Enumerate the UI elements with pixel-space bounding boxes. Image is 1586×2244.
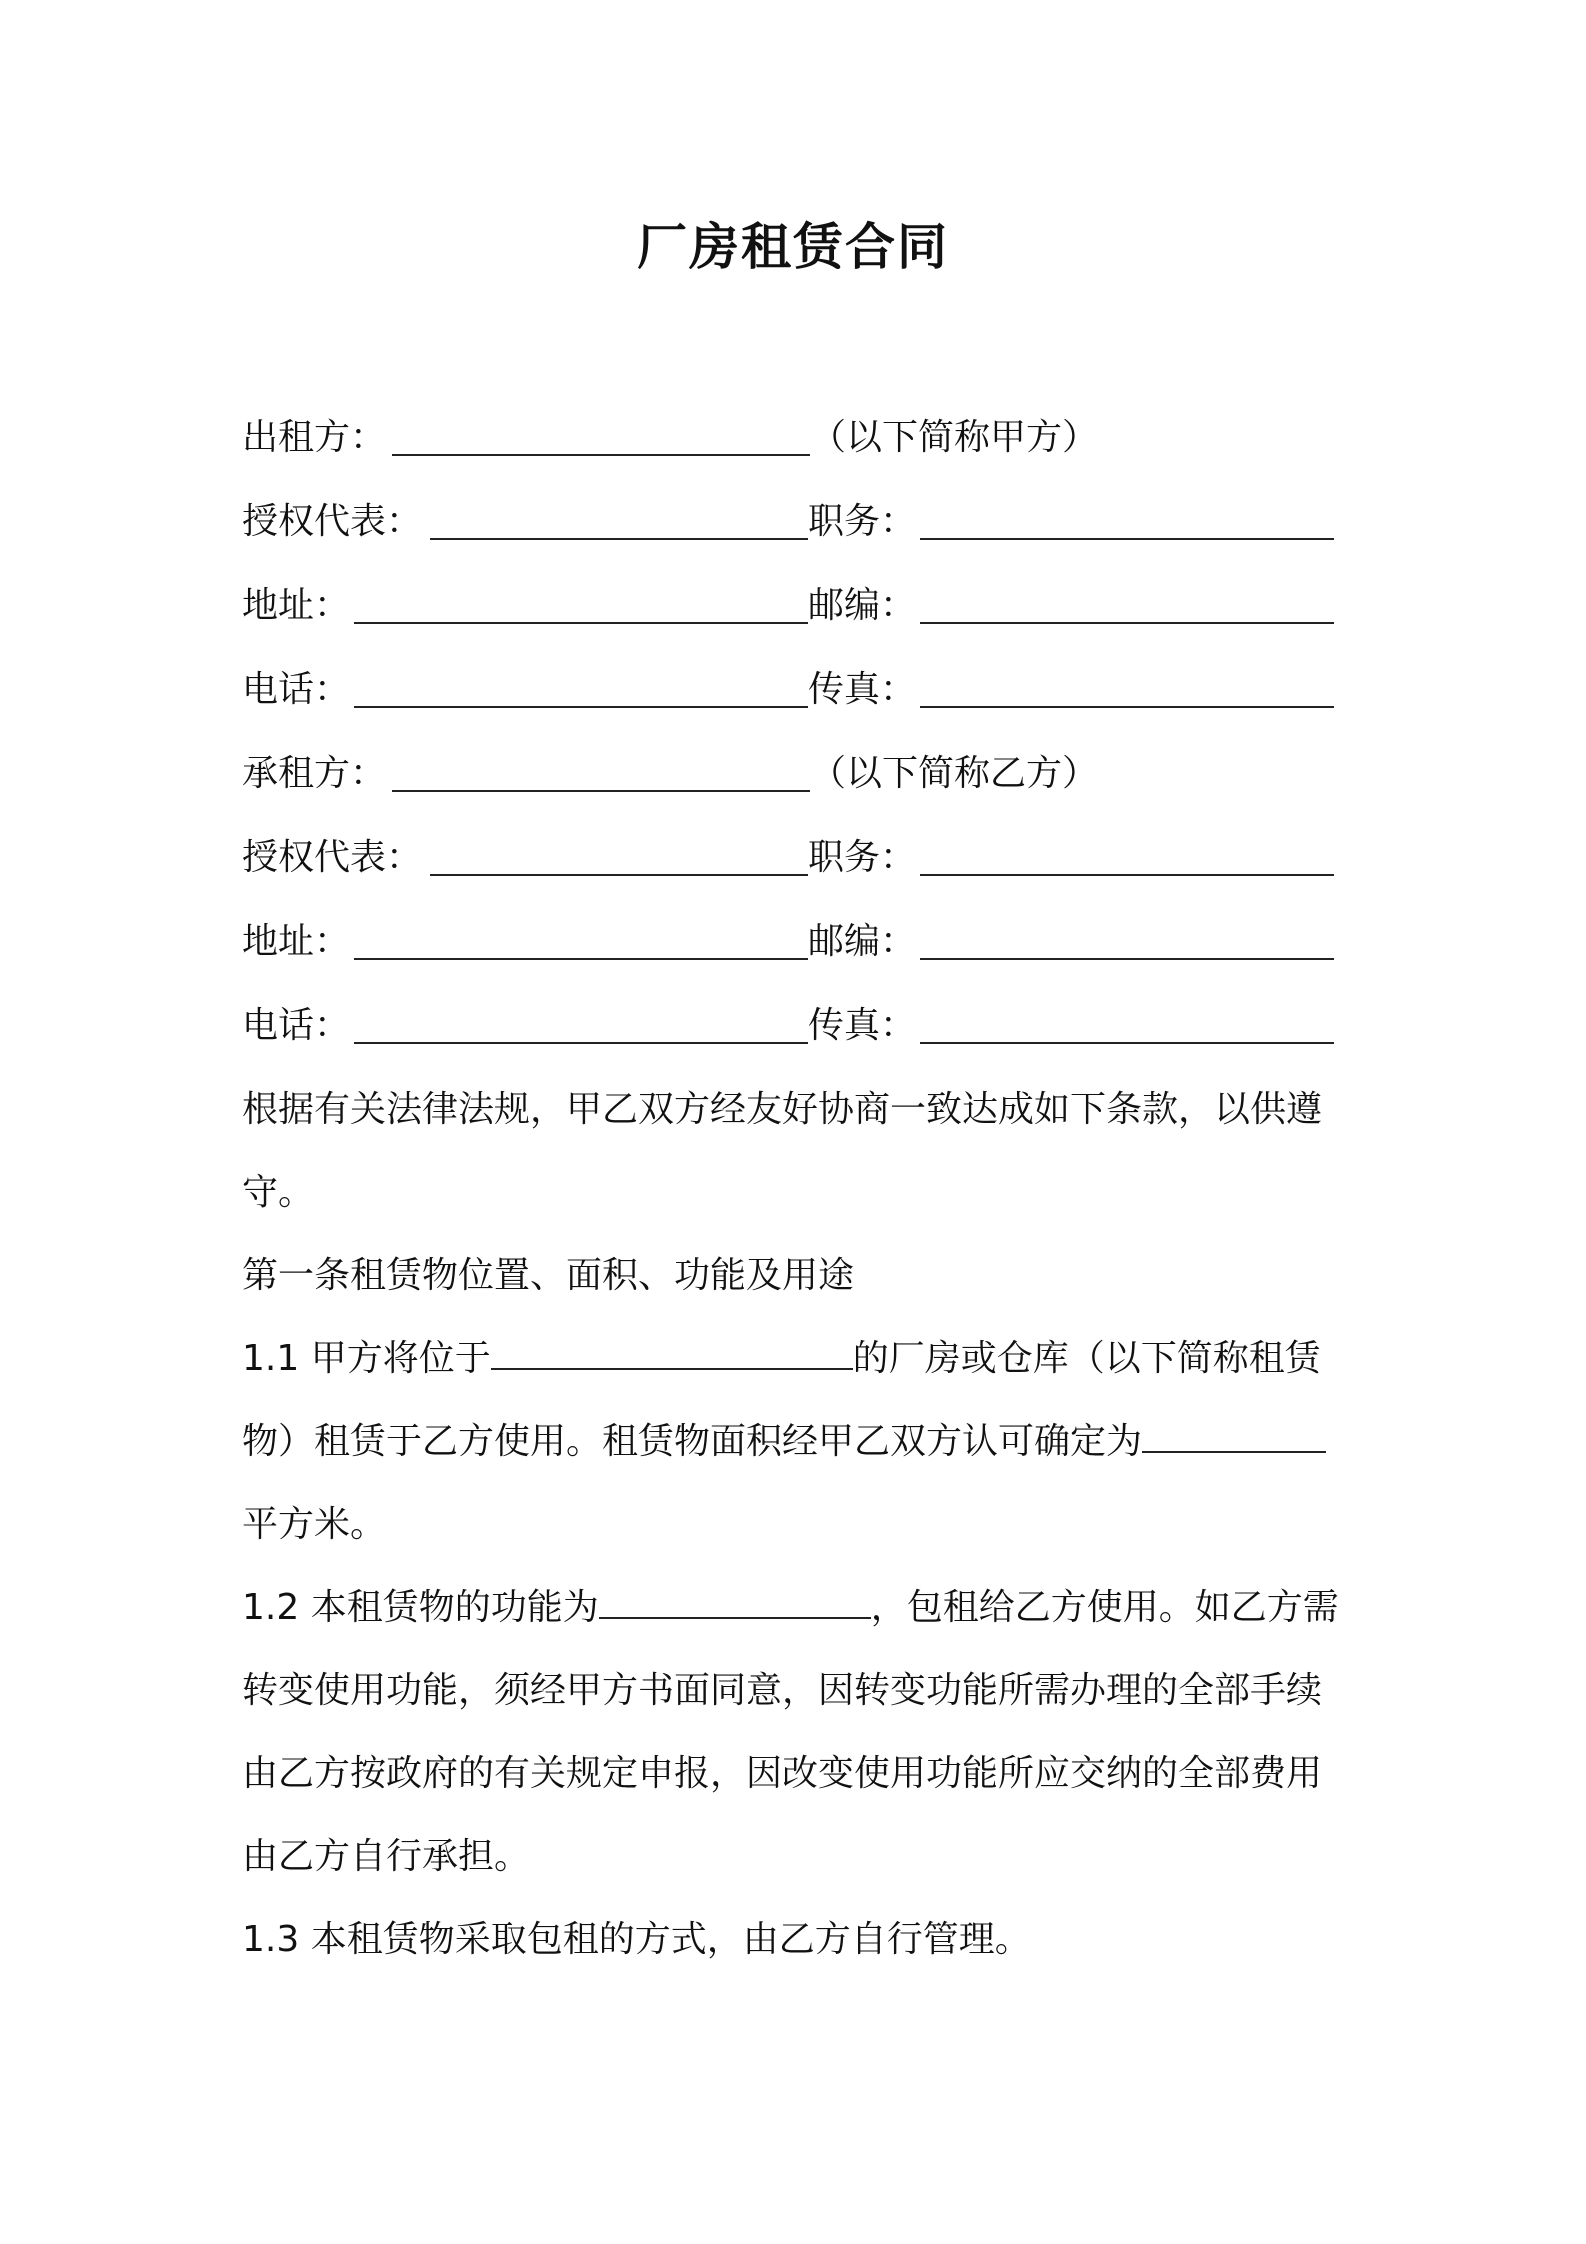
lessor-postcode-label: 邮编： — [808, 585, 917, 626]
lessor-party-note: （以下简称甲方） — [810, 417, 1099, 458]
intro-line-2: 守。 — [242, 1172, 315, 1213]
lessee-rep-label: 授权代表： — [242, 837, 423, 878]
lessor-rep-blank[interactable] — [430, 538, 808, 540]
intro-line-1: 根据有关法律法规，甲乙双方经友好协商一致达成如下条款，以供遵 — [242, 1089, 1323, 1130]
lessee-position-label: 职务： — [808, 837, 917, 878]
contract-body — [242, 1068, 1357, 1981]
lessor-postcode-blank[interactable] — [920, 622, 1334, 624]
lessee-name-blank[interactable] — [392, 790, 810, 792]
document-title: 厂房租赁合同 — [637, 218, 949, 276]
lessor-phone-blank[interactable] — [354, 706, 808, 708]
lessee-address-blank[interactable] — [354, 958, 808, 960]
lessor-rep-label: 授权代表： — [242, 501, 423, 542]
lessee-postcode-blank[interactable] — [920, 958, 1334, 960]
lessor-fax-label: 传真： — [808, 669, 917, 710]
lessee-party-label: 承租方： — [242, 753, 387, 794]
clause-1-2-line-2: 转变使用功能，须经甲方书面同意，因转变功能所需办理的全部手续 — [242, 1670, 1323, 1711]
lessee-postcode-label: 邮编： — [808, 921, 917, 962]
lessee-phone-blank[interactable] — [354, 1042, 808, 1044]
clause-1-3-line-1: 1.3 本租赁物采取包租的方式，由乙方自行管理。 — [242, 1919, 1031, 1960]
lessee-fax-label: 传真： — [808, 1005, 917, 1046]
clause-1-2-text-a: 1.2 本租赁物的功能为 — [242, 1587, 599, 1628]
lessor-phone-label: 电话： — [242, 669, 351, 710]
lessee-phone-label: 电话： — [242, 1005, 351, 1046]
clause-1-2-text-b: ，包租给乙方使用。如乙方需 — [870, 1587, 1339, 1628]
lessee-party-note: （以下简称乙方） — [810, 753, 1099, 794]
clause-1-1-line-2 — [242, 1400, 1357, 1483]
clause-1-2-line-4: 由乙方自行承担。 — [242, 1836, 531, 1877]
clause-1-1-text-b: 的厂房或仓库（以下简称租赁 — [852, 1338, 1321, 1379]
lessee-address-label: 地址： — [242, 921, 351, 962]
clause-1-2-line-1 — [242, 1566, 1357, 1649]
function-blank[interactable] — [599, 1579, 871, 1619]
lessor-address-label: 地址： — [242, 585, 351, 626]
lessee-fax-blank[interactable] — [920, 1042, 1334, 1044]
lessor-fax-blank[interactable] — [920, 706, 1334, 708]
lessee-position-blank[interactable] — [920, 874, 1334, 876]
clause-1-1-line-3: 平方米。 — [242, 1504, 387, 1545]
lessor-name-blank[interactable] — [392, 454, 810, 456]
lessor-position-blank[interactable] — [920, 538, 1334, 540]
lessor-position-label: 职务： — [808, 501, 917, 542]
clause-1-1-text-a: 1.1 甲方将位于 — [242, 1338, 491, 1379]
area-blank[interactable] — [1142, 1413, 1326, 1453]
lessee-rep-blank[interactable] — [430, 874, 808, 876]
lessor-party-label: 出租方： — [242, 417, 387, 458]
lessor-address-blank[interactable] — [354, 622, 808, 624]
article-1-heading: 第一条租赁物位置、面积、功能及用途 — [242, 1255, 855, 1296]
clause-1-1-line-1 — [242, 1317, 1357, 1400]
clause-1-2-line-3: 由乙方按政府的有关规定申报，因改变使用功能所应交纳的全部费用 — [242, 1753, 1323, 1794]
location-blank[interactable] — [491, 1330, 853, 1370]
clause-1-1-text-c: 物）租赁于乙方使用。租赁物面积经甲乙双方认可确定为 — [242, 1421, 1143, 1462]
